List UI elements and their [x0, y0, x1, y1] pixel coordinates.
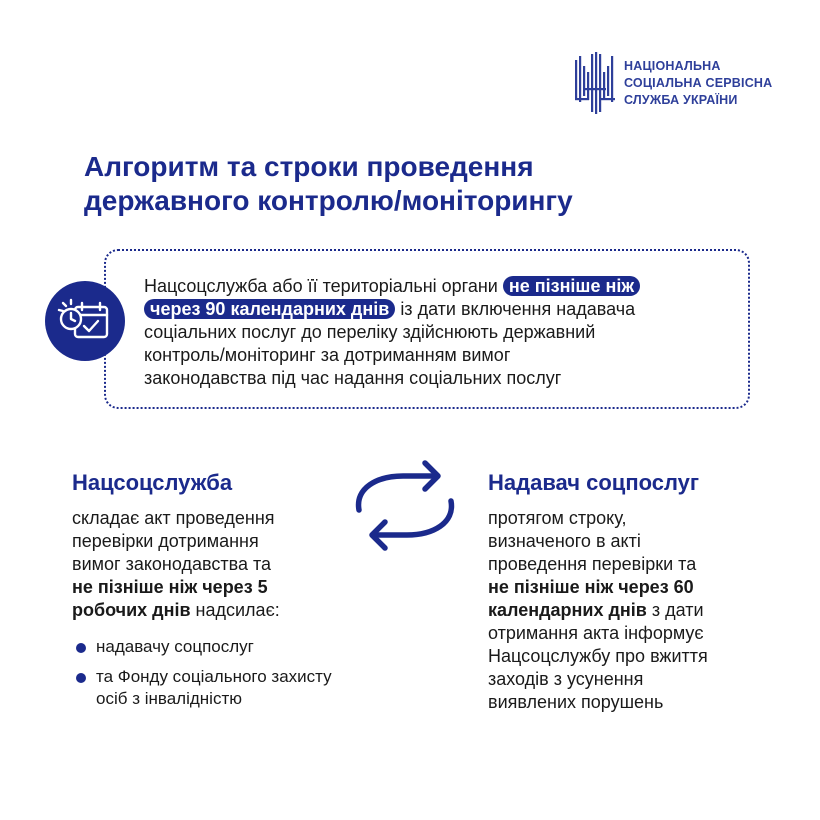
bullet-dot-icon	[76, 643, 86, 653]
right-bold-segment: календарних днів	[488, 600, 647, 620]
left-bold-segment: робочих днів	[72, 600, 191, 620]
list-item	[76, 666, 406, 710]
left-text	[72, 507, 362, 622]
logo-line: СОЦІАЛЬНА СЕРВІСНА	[624, 76, 773, 90]
calendar-badge	[45, 281, 125, 361]
right-line-bold: не пізніше ніж через 60	[488, 577, 694, 597]
page-title	[84, 150, 724, 218]
info-line	[144, 275, 744, 298]
right-line: протягом строку,	[488, 508, 627, 528]
left-heading: Нацсоцслужба	[72, 470, 233, 495]
info-line: законодавства під час надання соціальних послуг	[144, 368, 562, 388]
recipient-list	[76, 636, 406, 718]
left-text-segment: надсилає:	[190, 600, 280, 620]
right-line: проведення перевірки та	[488, 554, 697, 574]
title-line: державного контролю/моніторингу	[84, 185, 573, 216]
right-line: отримання акта інформує	[488, 623, 704, 643]
right-line: Нацсоцслужбу про вжиття	[488, 646, 708, 666]
info-text-segment: Нацсоцслужба або її територіальні органи	[144, 276, 498, 296]
cycle-arrows-icon	[345, 458, 465, 553]
info-line: соціальних послуг до переліку здійснюють державний	[144, 322, 596, 342]
right-heading: Надавач соцпослуг	[488, 470, 700, 495]
left-line-bold: не пізніше ніж через 5	[72, 577, 268, 597]
logo-text	[624, 58, 784, 109]
bullet-dot-icon	[76, 673, 86, 683]
logo	[574, 52, 774, 114]
info-line: контроль/моніторинг за дотриманням вимог	[144, 345, 511, 365]
list-item	[76, 636, 406, 658]
list-item-text: та Фонду соціального захисту	[96, 667, 332, 686]
right-text	[488, 507, 788, 714]
right-line: визначеного в акті	[488, 531, 641, 551]
left-line: вимог законодавства та	[72, 554, 272, 574]
left-line	[72, 599, 362, 622]
info-text	[144, 275, 744, 390]
right-text-segment: з дати	[646, 600, 704, 620]
right-line: заходів з усунення	[488, 669, 644, 689]
list-item-text: осіб з інвалідністю	[96, 689, 242, 708]
right-line	[488, 599, 788, 622]
left-line: складає акт проведення	[72, 508, 275, 528]
list-item-text: надавачу соцпослуг	[96, 637, 254, 656]
calendar-clock-check-icon	[45, 281, 125, 361]
logo-line: СЛУЖБА УКРАЇНИ	[624, 93, 738, 107]
highlight-deadline-days: через 90 календарних днів	[144, 299, 395, 319]
info-text-segment: із дати включення надавача	[400, 299, 636, 319]
logo-line: НАЦІОНАЛЬНА	[624, 59, 721, 73]
left-line: перевірки дотримання	[72, 531, 259, 551]
nssu-trident-icon	[574, 52, 616, 114]
info-line	[144, 298, 744, 321]
right-line: виявлених порушень	[488, 692, 664, 712]
highlight-deadline: не пізніше ніж	[503, 276, 640, 296]
title-line: Алгоритм та строки проведення	[84, 151, 534, 182]
